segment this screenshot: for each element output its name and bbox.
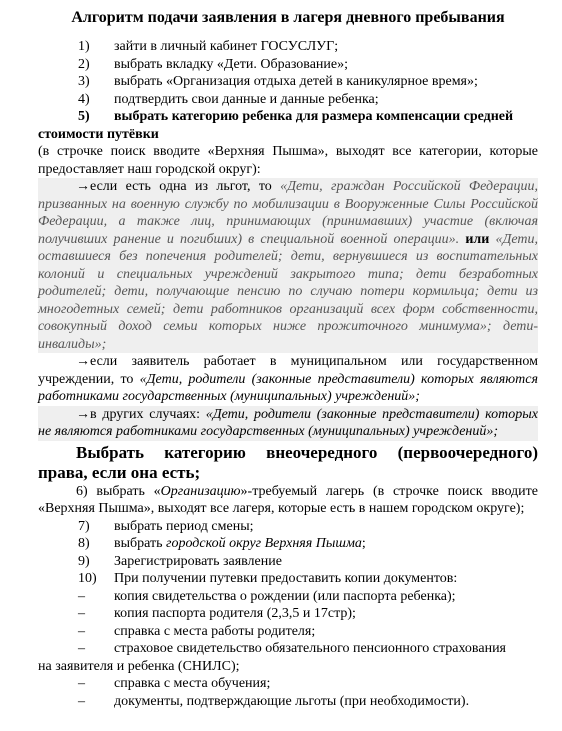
case-other: →в других случаях: «Дети, родители (законные представители) которых не являются работниками государственных (муниципальных) учреждений»; (38, 406, 538, 439)
step-5: 5) выбрать категорию ребенка для размера компенсации средней (78, 109, 514, 124)
step-5-continuation: стоимости путёвки (38, 126, 159, 142)
step-5-note: (в строчке поиск вводите «Верхняя Пышма», выходят все категории, которые предоставляет наш городской округ): (38, 144, 538, 177)
step-7: 7) выбрать период смены; (78, 518, 254, 534)
step-4: 4) подтвердить свои данные и данные ребенка; (78, 91, 379, 107)
step-2: 2) выбрать вкладку «Дети. Образование»; (78, 56, 349, 72)
step-6: 6) выбрать «Организацию»-требуемый лагерь (в строчке поиск вводите «Верхняя Пышма», выходят все лагеря, которые есть в нашем городском округе); (38, 483, 538, 516)
doc-item: – копия свидетельства о рождении (или паспорта ребенка); (78, 588, 456, 604)
step-10: 10) При получении путевки предоставить копии документов: (78, 571, 458, 586)
step-9: 9) Зарегистрировать заявление (78, 553, 282, 569)
case-public-employee: →если заявитель работает в муниципальном или государственном учреждении, то «Дети, родители (законные представители) которых являются работниками государственных (муниципальных) учреждений»; (38, 354, 539, 404)
step-1: 1) зайти в личный кабинет ГОСУСЛУГ; (78, 39, 339, 54)
doc-item-continuation: на заявителя и ребенка (СНИЛС); (38, 658, 240, 674)
doc-item: – справка с места обучения; (78, 676, 271, 691)
step-3: 3) выбрать «Организация отдыха детей в каникулярное время»; (78, 74, 478, 89)
doc-item: – справка с места работы родителя; (78, 623, 316, 639)
doc-item: – копия паспорта родителя (2,3,5 и 17стр); (78, 606, 356, 621)
doc-item: – документы, подтверждающие льготы (при необходимости). (78, 693, 470, 709)
step-8: 8) выбрать городской округ Верхняя Пышма; (78, 536, 366, 551)
case-privilege: →если есть одна из льгот, то «Дети, граждан Российской Федерации, призванных на военную службу по мобилизации в Вооруженные Силы Российской Федерации, а также лиц, принимающих (принимавших) участие (включая получивших ранение и погибших) в специальной военной операции». или «Дети, оставшиеся без попечения родителей; дети, вернувшиеся из воспитательных колоний и специальных учреждений закрытого типа; дети безработных родителей; дети, получающие пенсию по случаю потери кормильца; дети из многодетных семей; дети работников организаций всех форм собственности, совокупный доход семьи которых ниже прожиточного минимума»; дети-инвалиды»; (38, 179, 539, 352)
doc-item: – страховое свидетельство обязательного пенсионного страхования (78, 641, 506, 656)
priority-category-heading: Выбрать категорию внеочередного (первоочередного) права, если она есть; (38, 442, 538, 482)
document-title: Алгоритм подачи заявления в лагеря дневного пребывания (71, 9, 505, 26)
